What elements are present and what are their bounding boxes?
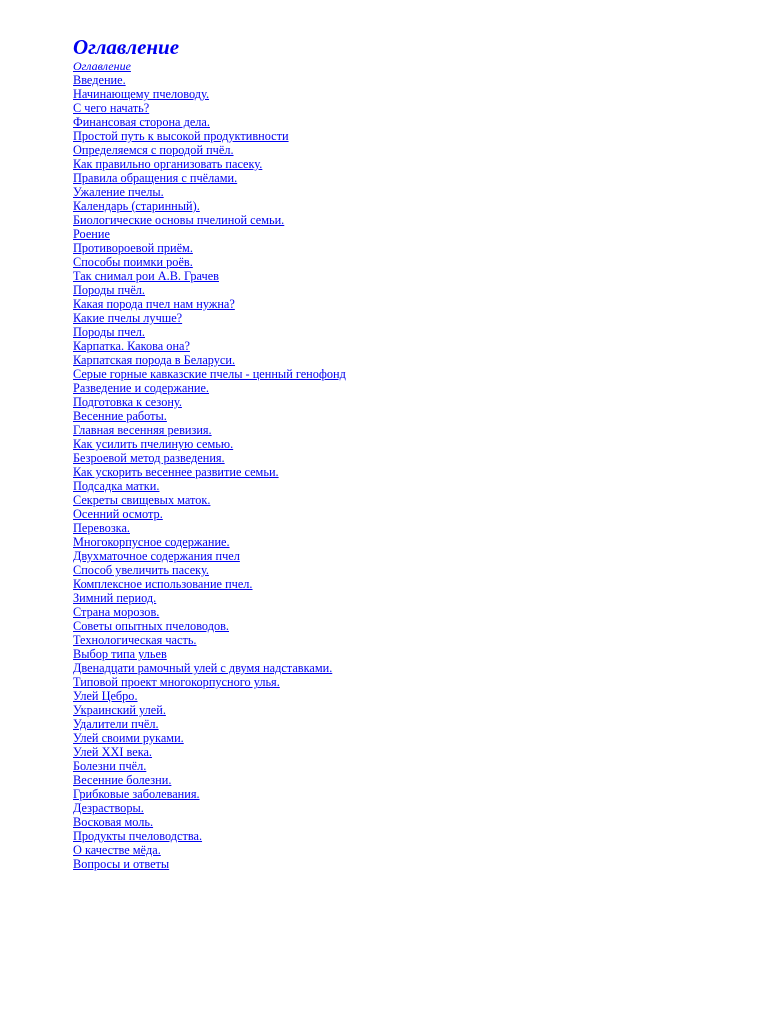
toc-link[interactable]: С чего начать? bbox=[73, 101, 150, 115]
toc-link[interactable]: Удалители пчёл. bbox=[73, 717, 159, 731]
toc-link[interactable]: Как правильно организовать пасеку. bbox=[73, 157, 263, 171]
list-item bbox=[73, 353, 748, 367]
list-item bbox=[73, 633, 748, 647]
list-item bbox=[73, 269, 748, 283]
toc-link[interactable]: Определяемся с породой пчёл. bbox=[73, 143, 234, 157]
toc-link[interactable]: Ужаление пчелы. bbox=[73, 185, 164, 199]
list-item bbox=[73, 437, 748, 451]
list-item bbox=[73, 479, 748, 493]
toc-link[interactable]: Биологические основы пчелиной семьи. bbox=[73, 213, 285, 227]
list-item bbox=[73, 535, 748, 549]
toc-link[interactable]: Многокорпусное содержание. bbox=[73, 535, 230, 549]
toc-title-link[interactable]: Оглавление bbox=[73, 59, 131, 73]
list-item bbox=[73, 507, 748, 521]
toc-link[interactable]: Способ увеличить пасеку. bbox=[73, 563, 209, 577]
toc-link[interactable]: Грибковые заболевания. bbox=[73, 787, 200, 801]
toc-link[interactable]: Введение. bbox=[73, 73, 126, 87]
toc-link[interactable]: Секреты свищевых маток. bbox=[73, 493, 211, 507]
list-item bbox=[73, 857, 748, 871]
toc-link[interactable]: Дезрастворы. bbox=[73, 801, 144, 815]
toc-link[interactable]: Советы опытных пчеловодов. bbox=[73, 619, 229, 633]
toc-link[interactable]: Финансовая сторона дела. bbox=[73, 115, 210, 129]
list-item bbox=[73, 73, 748, 87]
list-item bbox=[73, 703, 748, 717]
toc-link[interactable]: Технологическая часть. bbox=[73, 633, 197, 647]
list-item bbox=[73, 339, 748, 353]
toc-link[interactable]: Какие пчелы лучше? bbox=[73, 311, 183, 325]
toc-link[interactable]: Так снимал рои А.В. Грачев bbox=[73, 269, 219, 283]
toc-link[interactable]: Серые горные кавказские пчелы - ценный генофонд bbox=[73, 367, 346, 381]
toc-link[interactable]: Подготовка к сезону. bbox=[73, 395, 182, 409]
list-item bbox=[73, 185, 748, 199]
toc-link[interactable]: Украинский улей. bbox=[73, 703, 166, 717]
toc-link[interactable]: Правила обращения с пчёлами. bbox=[73, 171, 238, 185]
list-item bbox=[73, 549, 748, 563]
toc-link[interactable]: Карпатская порода в Беларуси. bbox=[73, 353, 236, 367]
toc-link[interactable]: Болезни пчёл. bbox=[73, 759, 147, 773]
list-item bbox=[73, 843, 748, 857]
list-item bbox=[73, 521, 748, 535]
toc-link[interactable]: Как усилить пчелиную семью. bbox=[73, 437, 234, 451]
list-item bbox=[73, 213, 748, 227]
toc-link[interactable]: Противороевой приём. bbox=[73, 241, 193, 255]
list-item bbox=[73, 717, 748, 731]
table-of-contents bbox=[73, 35, 748, 871]
toc-link[interactable]: Подсадка матки. bbox=[73, 479, 160, 493]
list-item bbox=[73, 115, 748, 129]
list-item bbox=[73, 759, 748, 773]
toc-link[interactable]: Улей XXI века. bbox=[73, 745, 153, 759]
list-item bbox=[73, 409, 748, 423]
list-item bbox=[73, 227, 748, 241]
list-item bbox=[73, 661, 748, 675]
list-item bbox=[73, 591, 748, 605]
list-item bbox=[73, 493, 748, 507]
toc-link[interactable]: Как ускорить весеннее развитие семьи. bbox=[73, 465, 279, 479]
list-item bbox=[73, 689, 748, 703]
toc-link[interactable]: Вопросы и ответы bbox=[73, 857, 170, 871]
toc-link[interactable]: Безроевой метод разведения. bbox=[73, 451, 225, 465]
toc-link[interactable]: Разведение и содержание. bbox=[73, 381, 210, 395]
toc-list bbox=[73, 73, 748, 871]
list-item bbox=[73, 619, 748, 633]
toc-link[interactable]: Главная весенняя ревизия. bbox=[73, 423, 212, 437]
list-item bbox=[73, 241, 748, 255]
list-item bbox=[73, 465, 748, 479]
list-item bbox=[73, 129, 748, 143]
list-item bbox=[73, 829, 748, 843]
list-item bbox=[73, 423, 748, 437]
toc-link[interactable]: Породы пчел. bbox=[73, 325, 145, 339]
toc-link[interactable]: Выбор типа ульев bbox=[73, 647, 167, 661]
toc-link[interactable]: Роение bbox=[73, 227, 110, 241]
list-item bbox=[73, 381, 748, 395]
toc-link[interactable]: Календарь (старинный). bbox=[73, 199, 200, 213]
list-item bbox=[73, 87, 748, 101]
toc-link[interactable]: Карпатка. Какова она? bbox=[73, 339, 190, 353]
toc-link[interactable]: Перевозка. bbox=[73, 521, 130, 535]
list-item bbox=[73, 801, 748, 815]
list-item bbox=[73, 675, 748, 689]
list-item bbox=[73, 773, 748, 787]
list-item bbox=[73, 157, 748, 171]
list-item bbox=[73, 171, 748, 185]
list-item bbox=[73, 283, 748, 297]
toc-link[interactable]: Улей Цебро. bbox=[73, 689, 138, 703]
list-item bbox=[73, 311, 748, 325]
toc-link[interactable]: Способы поимки роёв. bbox=[73, 255, 193, 269]
list-item bbox=[73, 297, 748, 311]
list-item bbox=[73, 647, 748, 661]
toc-link[interactable]: Какая порода пчел нам нужна? bbox=[73, 297, 235, 311]
list-item bbox=[73, 815, 748, 829]
toc-link[interactable]: Начинающему пчеловоду. bbox=[73, 87, 210, 101]
list-item bbox=[73, 745, 748, 759]
list-item bbox=[73, 605, 748, 619]
toc-link[interactable]: Весенние болезни. bbox=[73, 773, 172, 787]
toc-link[interactable]: Осенний осмотр. bbox=[73, 507, 163, 521]
toc-link[interactable]: Продукты пчеловодства. bbox=[73, 829, 203, 843]
list-item bbox=[73, 577, 748, 591]
toc-link[interactable]: Весенние работы. bbox=[73, 409, 167, 423]
list-item bbox=[73, 325, 748, 339]
list-item bbox=[73, 451, 748, 465]
toc-link[interactable]: Двенадцати рамочный улей с двумя надставками. bbox=[73, 661, 333, 675]
toc-link[interactable]: Простой путь к высокой продуктивности bbox=[73, 129, 289, 143]
list-item bbox=[73, 731, 748, 745]
list-item bbox=[73, 199, 748, 213]
page-title: Оглавление bbox=[73, 35, 180, 59]
toc-link[interactable]: О качестве мёда. bbox=[73, 843, 161, 857]
list-item bbox=[73, 563, 748, 577]
list-item bbox=[73, 101, 748, 115]
list-item bbox=[73, 395, 748, 409]
toc-link[interactable]: Комплексное использование пчел. bbox=[73, 577, 253, 591]
list-item bbox=[73, 367, 748, 381]
list-item bbox=[73, 143, 748, 157]
list-item bbox=[73, 255, 748, 269]
toc-link[interactable]: Двухматочное содержания пчел bbox=[73, 549, 240, 563]
toc-link[interactable]: Страна морозов. bbox=[73, 605, 160, 619]
toc-link[interactable]: Зимний период. bbox=[73, 591, 157, 605]
toc-link[interactable]: Типовой проект многокорпусного улья. bbox=[73, 675, 280, 689]
toc-link[interactable]: Улей своими руками. bbox=[73, 731, 184, 745]
toc-link[interactable]: Восковая моль. bbox=[73, 815, 154, 829]
list-item bbox=[73, 787, 748, 801]
toc-link[interactable]: Породы пчёл. bbox=[73, 283, 145, 297]
